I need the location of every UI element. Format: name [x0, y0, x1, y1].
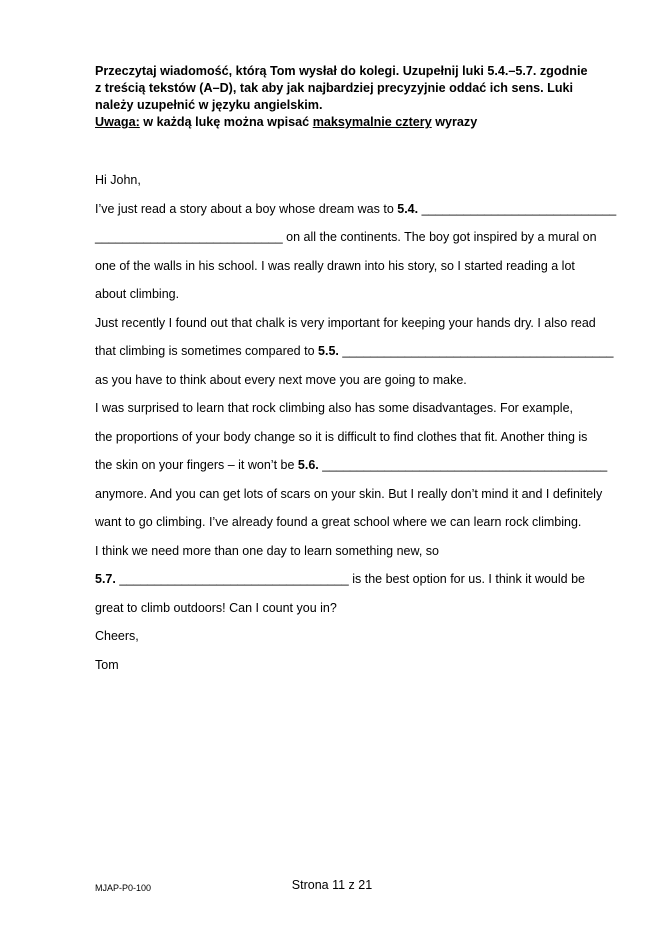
- letter-line-5: Just recently I found out that chalk is very important for keeping your hands dry. I also read: [95, 315, 596, 330]
- instructions-line-2: z treścią tekstów (A–D), tak aby jak najbardziej precyzyjnie oddać ich sens. Luki: [95, 81, 574, 95]
- letter-line-2-text: on all the continents. The boy got inspired by a mural on: [282, 230, 597, 244]
- letter-line-14-text: is the best option for us. I think it would be: [348, 572, 585, 586]
- letter-closing: Cheers,: [95, 629, 139, 643]
- letter-line-14: [95, 565, 615, 594]
- note-underlined: maksymalnie cztery: [312, 115, 432, 129]
- letter-line-8: I was surprised to learn that rock climbing also has some disadvantages. For example,: [95, 401, 574, 415]
- gap-5-5-blank[interactable]: _______________________________________: [338, 344, 614, 358]
- letter-signature: Tom: [95, 657, 119, 672]
- letter-line-10-text: the skin on your fingers – it won’t be: [95, 458, 298, 472]
- instructions-line-3-end: w języku angielskim.: [198, 98, 323, 112]
- gap-5-4-blank[interactable]: ____________________________: [418, 201, 617, 216]
- letter-line-7: as you have to think about every next move you are going to make.: [95, 372, 467, 387]
- instructions-line-3: [95, 97, 595, 114]
- letter-line-6-text: that climbing is sometimes compared to: [95, 344, 319, 358]
- letter-greeting: Hi John,: [95, 173, 141, 187]
- note-label: Uwaga:: [95, 115, 140, 129]
- task-instructions: [95, 63, 595, 131]
- gap-5-4-label: 5.4.: [397, 201, 419, 216]
- letter-body: [95, 166, 615, 679]
- letter-line-13: I think we need more than one day to learn something new, so: [95, 543, 439, 558]
- letter-line-6: [95, 337, 615, 366]
- note-middle: w każdą lukę można wpisać: [139, 115, 313, 129]
- gap-5-7-blank[interactable]: _________________________________: [115, 572, 349, 586]
- note-end: wyrazy: [431, 115, 478, 129]
- letter-line-1-text: I’ve just read a story about a boy whose dream was to: [95, 201, 398, 216]
- letter-line-10: [95, 451, 615, 480]
- gap-5-6-label: 5.6.: [297, 458, 319, 472]
- letter-line-12: want to go climbing. I’ve already found a great school where we can learn rock climbing.: [95, 515, 582, 529]
- letter-line-1: [95, 195, 615, 224]
- gap-5-7-label: 5.7.: [95, 572, 116, 586]
- letter-line-9: the proportions of your body change so it is difficult to find clothes that fit. Another thing is: [95, 429, 588, 444]
- instructions-note: [95, 114, 595, 131]
- letter-line-4: about climbing.: [95, 287, 180, 301]
- letter-line-11: anymore. And you can get lots of scars on your skin. But I really don’t mind it and I definitely: [95, 486, 603, 501]
- letter-line-3: one of the walls in his school. I was really drawn into his story, so I started reading a lot: [95, 258, 575, 273]
- page-number: Strona 11 z 21: [291, 878, 373, 892]
- letter-line-2: [95, 223, 615, 252]
- gap-5-6-blank[interactable]: _________________________________________: [318, 458, 608, 472]
- document-code: MJAP-P0-100: [95, 883, 152, 893]
- gap-5-5-label: 5.5.: [318, 344, 339, 358]
- letter-line-15: great to climb outdoors! Can I count you in?: [95, 600, 337, 615]
- gap-5-4-blank-cont[interactable]: ___________________________: [95, 230, 283, 244]
- instructions-line-1: Przeczytaj wiadomość, którą Tom wysłał do kolegi. Uzupełnij luki 5.4.–5.7. zgodnie: [95, 64, 588, 78]
- instructions-line-3-start: należy uzupełnić: [95, 98, 199, 112]
